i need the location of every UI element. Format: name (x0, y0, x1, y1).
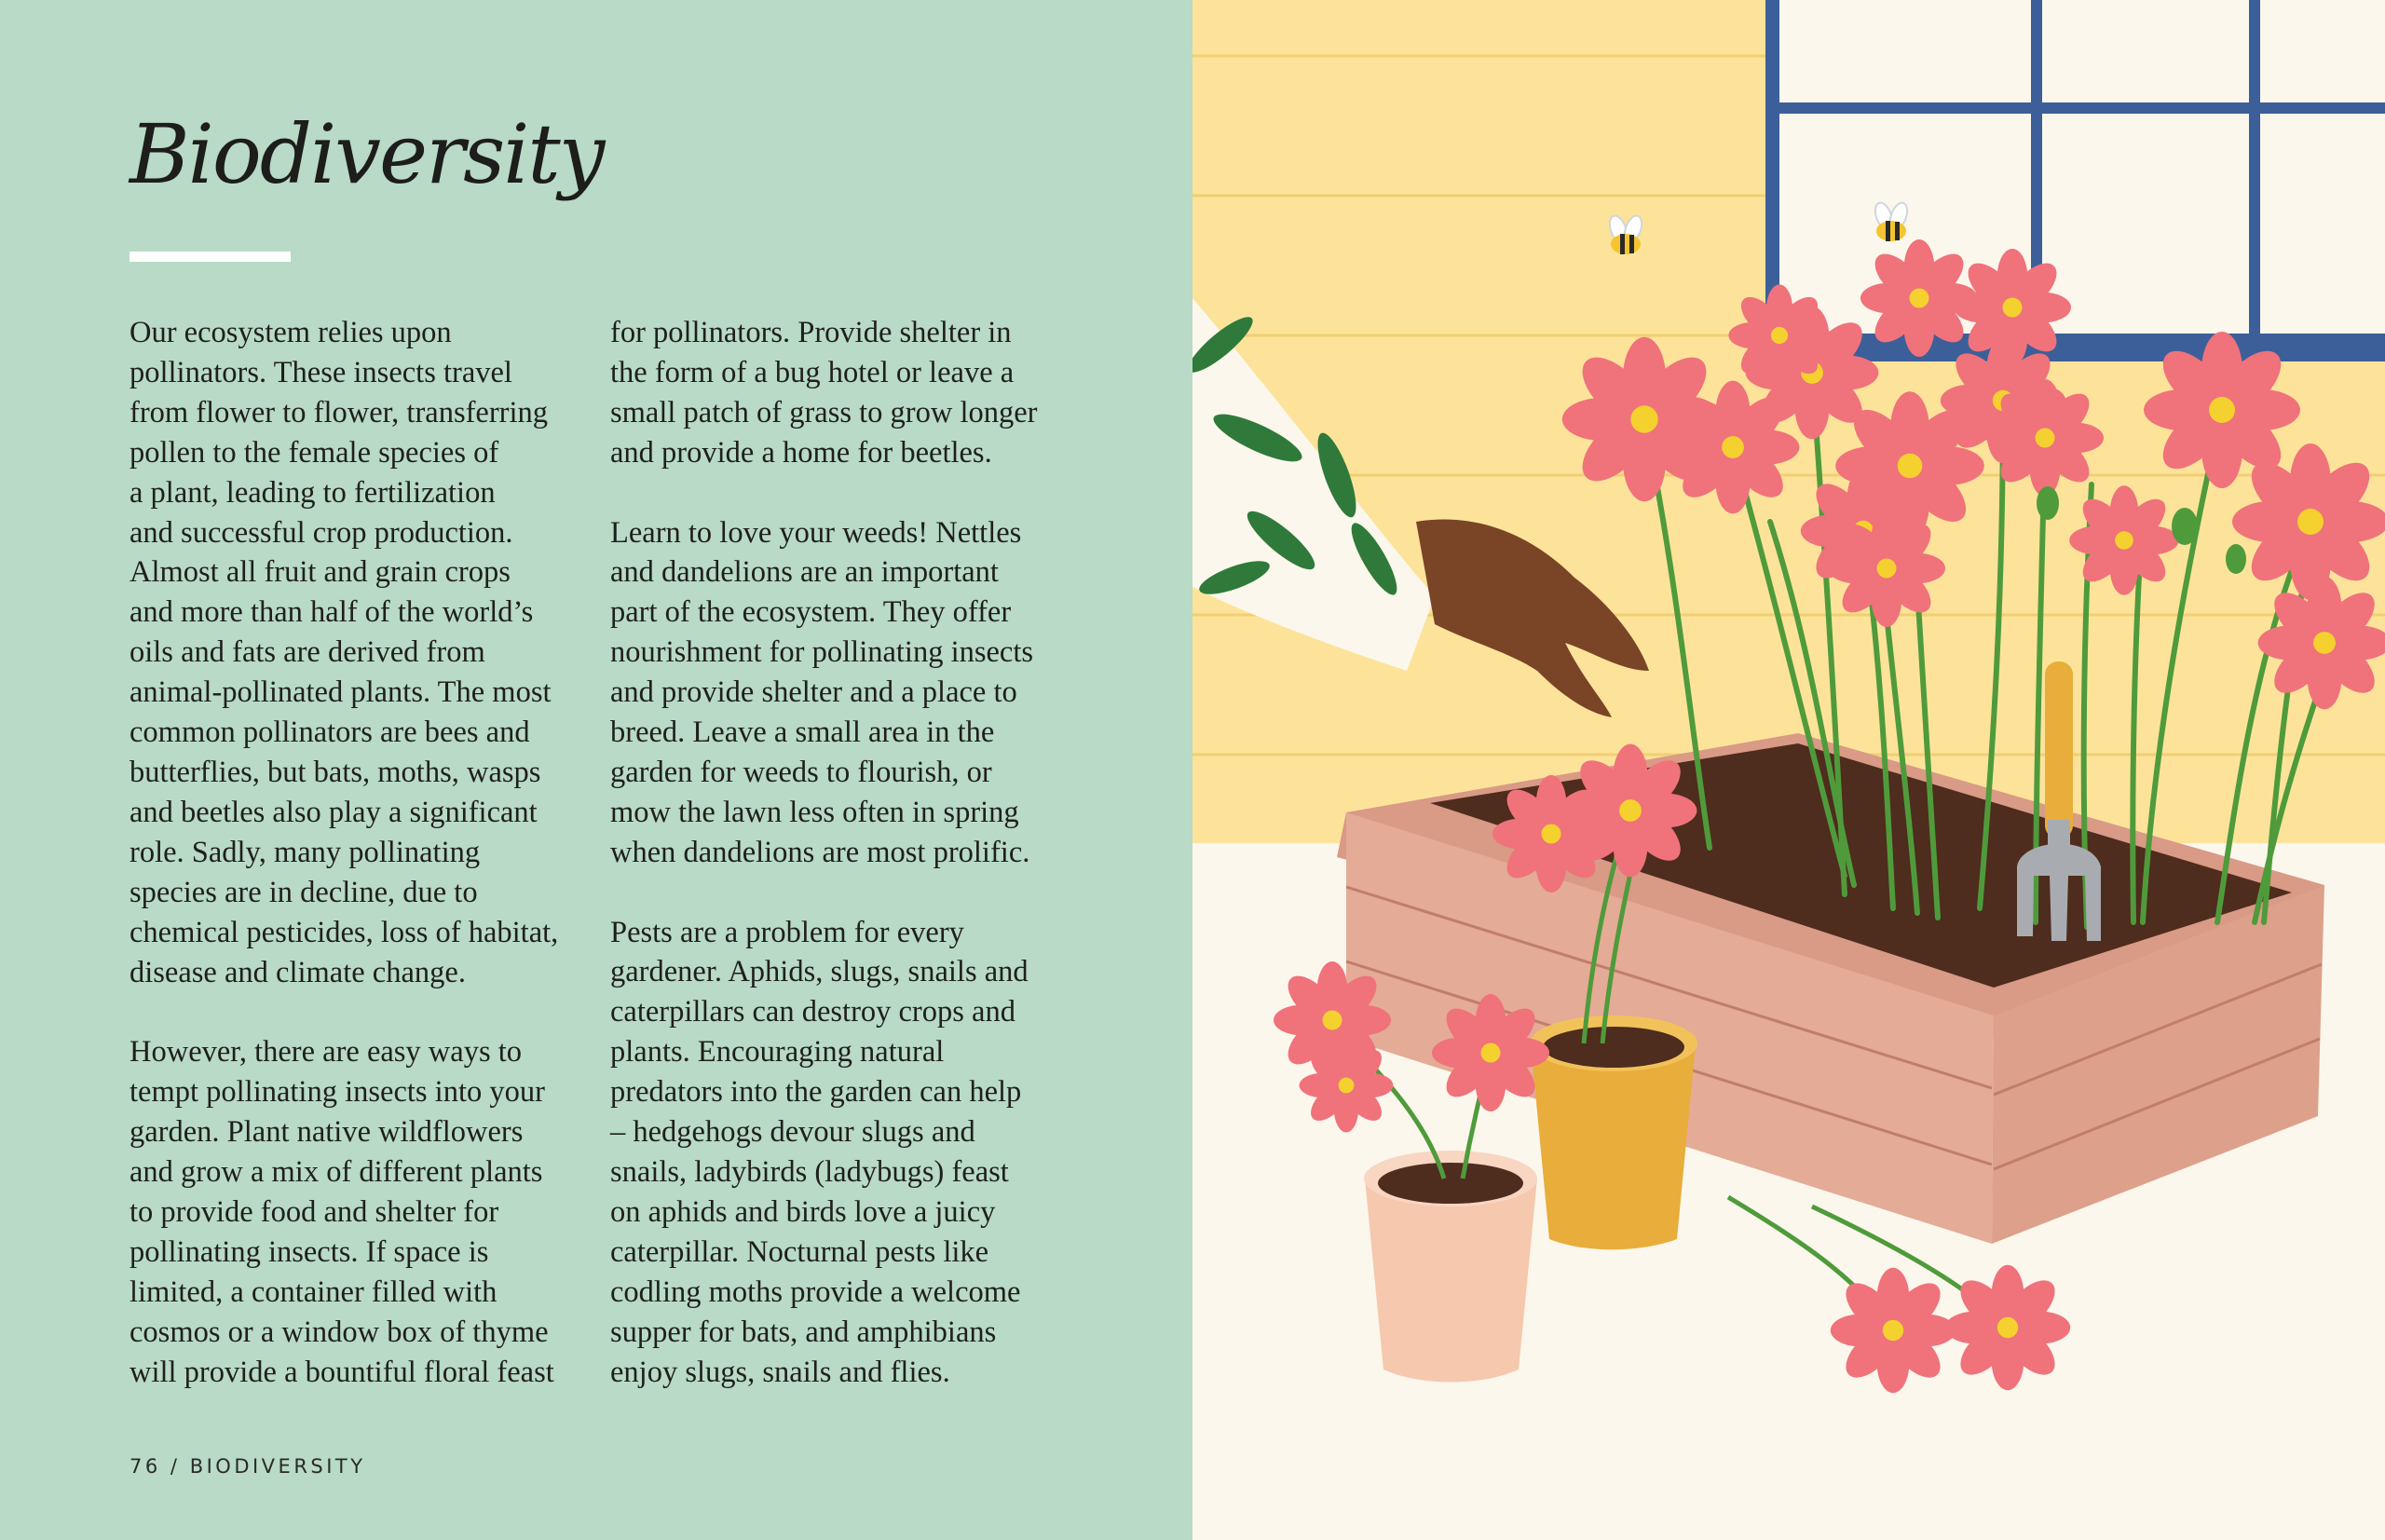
text-line: common pollinators are bees and (129, 715, 530, 750)
text-line: cosmos or a window box of thyme (129, 1315, 549, 1349)
text-line: species are in decline, due to (129, 875, 478, 909)
page-number: 76 (129, 1455, 161, 1478)
folio-separator: / (170, 1455, 181, 1478)
illustration (1192, 0, 2385, 1540)
text-line: tempt pollinating insects into your (129, 1075, 545, 1110)
text-line: on aphids and birds love a juicy (610, 1194, 996, 1229)
text-line: disease and climate change. (129, 955, 466, 989)
text-line: will provide a bountiful floral feast (129, 1355, 554, 1389)
cosmos-flower (1432, 994, 1549, 1111)
text-column-2 (610, 313, 1085, 1392)
paragraph-gap (610, 473, 1085, 513)
window (1765, 0, 2385, 361)
paragraph (610, 513, 1085, 873)
text-line: and dandelions are an important (610, 555, 999, 590)
page-title: Biodiversity (129, 106, 604, 202)
text-line: for pollinators. Provide shelter in (610, 316, 1012, 349)
text-line: to provide food and shelter for (129, 1194, 499, 1229)
text-line: codling moths provide a welcome (610, 1274, 1021, 1309)
text-line: predators into the garden can help (610, 1075, 1022, 1110)
title-rule (129, 252, 291, 262)
text-line: supper for bats, and amphibians (610, 1315, 997, 1349)
text-line: and beetles also play a significant (129, 795, 538, 829)
text-line: plants. Encouraging natural (610, 1035, 945, 1070)
cosmos-flower (1945, 1265, 2070, 1390)
text-line: caterpillar. Nocturnal pests like (610, 1234, 989, 1269)
text-line: garden for weeds to flourish, or (610, 755, 992, 789)
paragraph-gap (129, 992, 605, 1032)
text-line: and successful crop production. (129, 515, 513, 550)
text-line: enjoy slugs, snails and flies. (610, 1355, 950, 1389)
text-line: breed. Leave a small area in the (610, 715, 995, 750)
text-line: from flower to flower, transferring (129, 395, 549, 429)
text-line: pollen to the female species of (129, 435, 499, 470)
text-line: and provide shelter and a place to (610, 675, 1017, 710)
text-line: Almost all fruit and grain crops (129, 555, 511, 590)
text-line: chemical pesticides, loss of habitat, (129, 915, 559, 949)
paragraph (129, 1032, 605, 1392)
paragraph (610, 913, 1085, 1393)
cosmos-flower (2144, 332, 2300, 488)
text-line: and grow a mix of different plants (129, 1155, 543, 1190)
text-column-1 (129, 313, 605, 1392)
text-line: nourishment for pollinating insects (610, 635, 1034, 670)
text-line: oils and fats are derived from (129, 635, 485, 670)
paragraph (129, 313, 605, 992)
cosmos-flower (1300, 1039, 1394, 1133)
text-line: small patch of grass to grow longer (610, 395, 1038, 429)
text-line: animal-pollinated plants. The most (129, 675, 552, 710)
paragraph (610, 313, 1085, 473)
folio (129, 1455, 366, 1478)
cosmos-flower (1831, 1268, 1956, 1393)
cosmos-flower (1986, 379, 2104, 497)
text-line: garden. Plant native wildflowers (129, 1115, 524, 1150)
text-line: Learn to love your weeds! Nettles (610, 515, 1022, 550)
text-line: butterflies, but bats, moths, wasps (129, 755, 541, 789)
text-line: limited, a container filled with (129, 1274, 497, 1309)
paragraph-gap (610, 873, 1085, 913)
left-page (0, 0, 1192, 1540)
cosmos-flower (1954, 249, 2071, 366)
cosmos-flower (2069, 485, 2179, 595)
text-line: – hedgehogs devour slugs and (610, 1115, 975, 1150)
cosmos-flower (1492, 775, 1610, 893)
text-line: gardener. Aphids, slugs, snails and (610, 955, 1029, 989)
text-line: a plant, leading to fertilization (129, 475, 496, 510)
text-line: part of the ecosystem. They offer (610, 595, 1012, 630)
text-line: Our ecosystem relies upon (129, 316, 452, 349)
text-line: Pests are a problem for every (610, 915, 964, 949)
running-head: BIODIVERSITY (189, 1455, 366, 1478)
text-line: pollinating insects. If space is (129, 1234, 489, 1269)
text-line: snails, ladybirds (ladybugs) feast (610, 1155, 1009, 1189)
cosmos-flower (2232, 443, 2385, 600)
text-line: and more than half of the world’s (129, 595, 534, 630)
text-line: when dandelions are most prolific. (610, 835, 1030, 869)
text-line: mow the lawn less often in spring (610, 795, 1019, 829)
text-line: role. Sadly, many pollinating (129, 835, 481, 869)
cosmos-flower (1828, 510, 1945, 627)
cosmos-flower (2258, 577, 2385, 710)
cosmos-flower (1728, 284, 1830, 386)
text-line: the form of a bug hotel or leave a (610, 355, 1015, 389)
text-line: and provide a home for beetles. (610, 435, 992, 470)
text-line: caterpillars can destroy crops and (610, 995, 1015, 1029)
text-line: However, there are easy ways to (129, 1035, 523, 1070)
text-line: pollinators. These insects travel (129, 355, 512, 389)
